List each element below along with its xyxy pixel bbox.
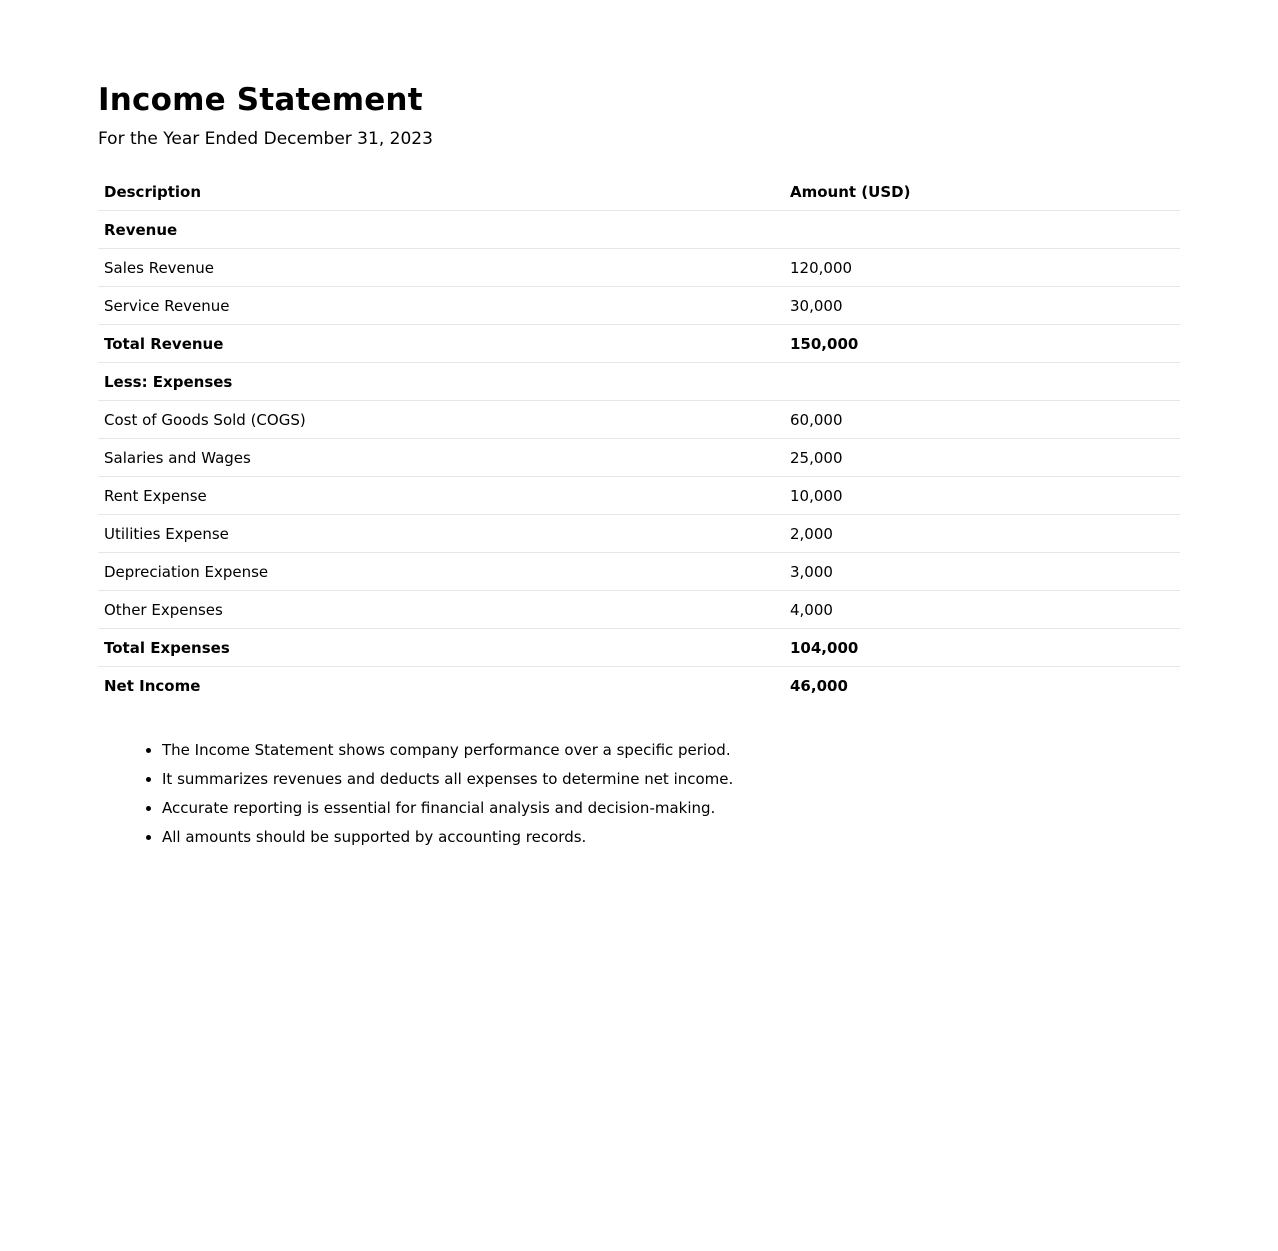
row-description: Salaries and Wages xyxy=(98,439,784,477)
row-description: Utilities Expense xyxy=(98,515,784,553)
row-description: Other Expenses xyxy=(98,591,784,629)
table-row xyxy=(98,629,1180,667)
row-amount xyxy=(784,211,1180,249)
table-row xyxy=(98,477,1180,515)
row-amount: 46,000 xyxy=(790,676,848,695)
row-description: Revenue xyxy=(98,211,784,249)
table-header-row xyxy=(98,173,1180,211)
column-header-amount: Amount (USD) xyxy=(784,173,1180,211)
page-subtitle: For the Year Ended December 31, 2023 xyxy=(98,129,433,149)
row-amount: 4,000 xyxy=(784,591,1180,629)
row-description: Total Expenses xyxy=(98,629,784,667)
income-statement-page xyxy=(98,80,1180,852)
row-description: Net Income xyxy=(104,676,201,695)
table-row xyxy=(98,211,1180,249)
table-row xyxy=(98,667,1180,705)
income-statement-table xyxy=(98,173,1180,704)
notes-list xyxy=(98,736,1180,852)
row-description: Cost of Goods Sold (COGS) xyxy=(98,401,784,439)
row-amount: 120,000 xyxy=(784,249,1180,287)
table-row xyxy=(98,439,1180,477)
table-row xyxy=(98,363,1180,401)
row-amount xyxy=(784,363,1180,401)
row-amount: 3,000 xyxy=(784,553,1180,591)
table-row xyxy=(98,401,1180,439)
page-title: Income Statement xyxy=(98,82,423,118)
row-description: Total Revenue xyxy=(98,325,784,363)
row-amount: 25,000 xyxy=(784,439,1180,477)
list-item: • The Income Statement shows company performance over a specific period. xyxy=(162,736,1180,765)
row-amount: 2,000 xyxy=(784,515,1180,553)
row-amount: 104,000 xyxy=(784,629,1180,667)
table-row xyxy=(98,249,1180,287)
row-amount: 60,000 xyxy=(784,401,1180,439)
table-row xyxy=(98,287,1180,325)
table-row xyxy=(98,325,1180,363)
row-description: Rent Expense xyxy=(98,477,784,515)
row-description: Sales Revenue xyxy=(98,249,784,287)
row-description: Depreciation Expense xyxy=(98,553,784,591)
table-row xyxy=(98,591,1180,629)
list-item: • All amounts should be supported by accounting records. xyxy=(162,823,1180,852)
table-row xyxy=(98,515,1180,553)
list-item: • Accurate reporting is essential for financial analysis and decision-making. xyxy=(162,794,1180,823)
table-row xyxy=(98,553,1180,591)
row-description: Service Revenue xyxy=(98,287,784,325)
row-description: Less: Expenses xyxy=(98,363,784,401)
row-amount: 30,000 xyxy=(784,287,1180,325)
row-amount: 150,000 xyxy=(784,325,1180,363)
list-item: • It summarizes revenues and deducts all expenses to determine net income. xyxy=(162,765,1180,794)
row-amount: 10,000 xyxy=(784,477,1180,515)
column-header-description: Description xyxy=(98,173,784,211)
